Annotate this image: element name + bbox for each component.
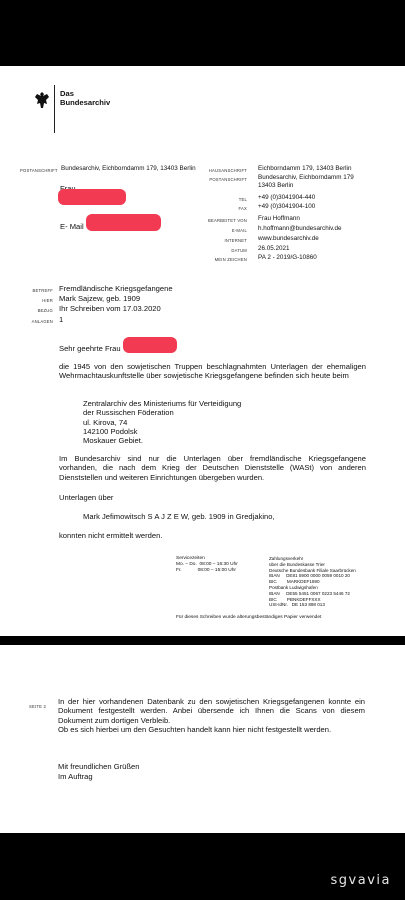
sender-address: Bundesarchiv, Eichborndamm 179, 13403 Berlin bbox=[61, 165, 196, 172]
email-value[interactable]: h.hoffmann@bundesarchiv.de bbox=[258, 225, 342, 232]
logo-line-1: Das bbox=[60, 89, 74, 98]
tel-value: +49 (0)3041904-440 bbox=[258, 194, 316, 201]
watermark-text: sgvavia bbox=[330, 873, 391, 888]
hausanschrift-value: Eichborndamm 179, 13403 Berlin bbox=[258, 165, 352, 172]
paragraph-archive-info: die 1945 von den sowjetischen Truppen beschlagnahmten Unterlagen der ehemaligen Wehrmachtauskunftstelle über sowjetische Kriegsgefangene befinden sich heute beim bbox=[59, 362, 366, 381]
logo-text bbox=[60, 89, 110, 107]
bezug-value: Ihr Schreiben vom 17.03.2020 bbox=[59, 304, 161, 313]
paper-note: Für dieses Schreiben wurde alterungsbeständiges Papier verwendet bbox=[176, 615, 322, 620]
paragraph-identification: Ob es sich hierbei um den Gesuchten handelt kann hier nicht festgestellt werden. bbox=[58, 725, 332, 734]
email-label: E-MAIL bbox=[231, 228, 247, 233]
zeichen-label: MEIN ZEICHEN bbox=[214, 257, 247, 262]
hier-label: HIER bbox=[42, 298, 53, 303]
payment-line: Deutsche Bundesbank Filiale Saarbrücken bbox=[269, 567, 356, 573]
payment-title: Zahlungsverkehr bbox=[269, 556, 304, 561]
payment-line: IBAN DE55 5451 0067 0223 5446 72 bbox=[269, 590, 350, 596]
paragraph-unterlagen: Unterlagen über bbox=[59, 493, 114, 502]
datum-label: DATUM bbox=[231, 248, 247, 253]
payment-info bbox=[269, 556, 356, 608]
address-line: Moskauer Gebiet. bbox=[83, 436, 143, 446]
logo-line-2: Bundesarchiv bbox=[60, 98, 111, 107]
letter-greeting: Sehr geehrte Frau bbox=[59, 344, 121, 353]
postanschrift-line-2: 13403 Berlin bbox=[258, 182, 294, 189]
datum-value: 26.05.2021 bbox=[258, 245, 290, 252]
sender-label: POSTANSCHRIFT bbox=[20, 168, 58, 173]
postanschrift-line-1: Bundesarchiv, Eichborndamm 179 bbox=[258, 174, 354, 181]
address-line: 142100 Podolsk bbox=[83, 426, 138, 436]
payment-line: Postbank Ludwigshafen bbox=[269, 584, 318, 590]
payment-line: BIC PBNKDEFFXXX bbox=[269, 596, 321, 602]
fax-label: FAX bbox=[238, 206, 247, 211]
address-line: Zentralarchiv des Ministeriums für Verteidigung bbox=[83, 399, 242, 408]
paragraph-database: In der hier vorhandenen Datenbank zu den sowjetischen Kriegsgefangenen konnte ein Dokument festgestellt werden. Anbei übersende ich Ihnen die Scans von diesem Dokument zum dortigen Verbleib. bbox=[58, 697, 365, 725]
paragraph-result: konnten nicht ermittelt werden. bbox=[59, 531, 163, 540]
zeichen-value: PA 2 - 2019/G-10860 bbox=[258, 254, 317, 261]
paragraph-bundesarchiv: Im Bundesarchiv sind nur die Unterlagen über fremdländische Kriegsgefangene vorhanden, die nach dem Krieg der Deutschen Dienststelle (WASt) von anderen Dienststellen und weiteren Einrichtungen übergeben wurden. bbox=[59, 454, 366, 482]
closing-auftrag: Im Auftrag bbox=[58, 772, 93, 781]
payment-line: über die Bundeskasse Trier bbox=[269, 561, 325, 567]
tel-label: TEL bbox=[238, 197, 247, 202]
redaction-greeting-name bbox=[123, 337, 177, 353]
betreff-label: BETREFF bbox=[32, 288, 53, 293]
bearbeitet-value: Frau Hoffmann bbox=[258, 215, 300, 222]
postanschrift-label: POSTANSCHRIFT bbox=[209, 177, 247, 182]
redaction-name bbox=[58, 189, 126, 205]
internet-value[interactable]: www.bundesarchiv.de bbox=[258, 235, 319, 242]
service-line-2: Fr. 08:00 – 15:00 Uhr bbox=[176, 568, 236, 573]
recipient-email-label: E- Mail bbox=[60, 222, 84, 231]
hausanschrift-label: HAUSANSCHRIFT bbox=[208, 168, 247, 173]
letter-page-1 bbox=[0, 66, 405, 636]
archive-address bbox=[83, 399, 241, 445]
federal-eagle-icon bbox=[34, 91, 50, 109]
hier-value: Mark Sajzew, geb. 1909 bbox=[59, 294, 141, 303]
address-line: ul. Kirova, 74 bbox=[83, 417, 128, 427]
payment-line: USt-IdNr. DE 153 898 013 bbox=[269, 602, 325, 608]
internet-label: INTERNET bbox=[224, 238, 247, 243]
payment-line: BIC MARKDEF1590 bbox=[269, 579, 320, 585]
bezug-label: BEZUG bbox=[37, 308, 53, 313]
service-line-1: Mo. – Do. 08:00 – 16:30 Uhr bbox=[176, 562, 238, 567]
service-hours bbox=[176, 556, 238, 574]
fax-value: +49 (0)3041904-100 bbox=[258, 203, 316, 210]
betreff-value: Fremdländische Kriegsgefangene bbox=[59, 284, 173, 293]
letter-page-2 bbox=[0, 645, 405, 833]
address-line: der Russischen Föderation bbox=[83, 408, 174, 418]
payment-line: IBAN DE81 5900 0000 0059 0010 20 bbox=[269, 573, 350, 579]
person-line: Mark Jefimowitsch S A J Z E W, geb. 1909 in Gredjakino, bbox=[83, 512, 275, 521]
service-title: Servicezeiten bbox=[176, 556, 205, 561]
logo-divider bbox=[54, 85, 55, 133]
anlagen-label: ANLAGEN bbox=[31, 319, 53, 324]
anlagen-value: 1 bbox=[59, 315, 64, 324]
page-number-label: SEITE 2 bbox=[29, 704, 46, 709]
redaction-email bbox=[86, 214, 161, 231]
closing-greeting: Mit freundlichen Grüßen bbox=[58, 762, 140, 771]
bearbeitet-label: BEARBEITET VON bbox=[207, 218, 247, 223]
